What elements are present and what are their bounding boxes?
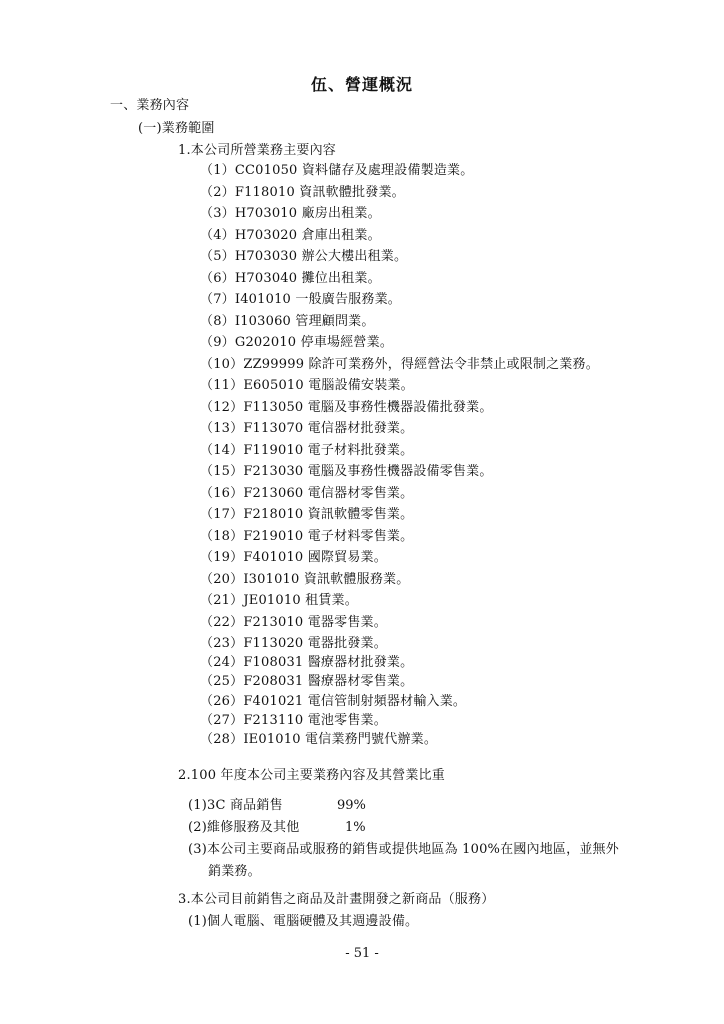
business-item: （10）ZZ99999 除許可業務外，得經營法令非禁止或限制之業務。 [200, 356, 599, 372]
business-item: （20）I301010 資訊軟體服務業。 [200, 571, 410, 587]
business-item: （12）F113050 電腦及事務性機器設備批發業。 [200, 399, 493, 415]
business-item: （21）JE01010 租賃業。 [200, 593, 358, 608]
business-item: （17）F218010 資訊軟體零售業。 [200, 507, 414, 522]
business-item: （19）F401010 國際貿易業。 [200, 550, 387, 565]
item2-note: (3)本公司主要商品或服務的銷售或提供地區為 100%在國內地區，並無外 [188, 842, 619, 857]
business-item: （6）H703040 攤位出租業。 [200, 270, 381, 286]
business-item: （15）F213030 電腦及事務性機器設備零售業。 [200, 464, 493, 479]
item2-note-cont: 銷業務。 [208, 864, 261, 879]
business-item: （14）F119010 電子材料批發業。 [200, 442, 414, 458]
business-item: （16）F213060 電信器材零售業。 [200, 485, 414, 501]
page-number: - 51 - [345, 946, 379, 961]
section-heading: 一、業務內容 [110, 98, 190, 113]
business-item: （24）F108031 醫療器材批發業。 [200, 655, 414, 671]
revenue-item-pct: 1% [345, 820, 366, 835]
business-item: （18）F219010 電子材料零售業。 [200, 528, 414, 544]
business-item: （23）F113020 電器批發業。 [200, 636, 387, 651]
business-item: （25）F208031 醫療器材零售業。 [200, 674, 414, 690]
business-item: （22）F213010 電器零售業。 [200, 614, 387, 630]
business-item: （3）H703010 廠房出租業。 [200, 206, 381, 221]
business-item: （1）CC01050 資料儲存及處理設備製造業。 [200, 163, 474, 178]
business-item: （4）H703020 倉庫出租業。 [200, 227, 381, 243]
business-item: （7）I401010 一般廣告服務業。 [200, 292, 401, 307]
business-item: （8）I103060 管理顧問業。 [200, 313, 375, 329]
business-item: （11）E605010 電腦設備安裝業。 [200, 378, 414, 393]
revenue-item-label: (2)維修服務及其他 [188, 820, 300, 835]
business-item: （28）IE01010 電信業務門號代辦業。 [200, 732, 438, 747]
revenue-item-pct: 99% [337, 798, 366, 813]
business-item: （26）F401021 電信管制射頻器材輸入業。 [200, 693, 467, 709]
item1-heading: 1.本公司所營業務主要內容 [178, 143, 337, 158]
item2-heading: 2.100 年度本公司主要業務內容及其營業比重 [178, 768, 445, 783]
page-title: 伍、營運概況 [310, 75, 413, 94]
item3-sub: (1)個人電腦、電腦硬體及其週邊設備。 [188, 914, 419, 929]
business-item: （27）F213110 電池零售業。 [200, 712, 387, 728]
item3-heading: 3.本公司目前銷售之商品及計畫開發之新商品（服務） [178, 892, 495, 907]
business-item: （2）F118010 資訊軟體批發業。 [200, 184, 405, 200]
subsection-heading: (一)業務範圍 [138, 121, 215, 136]
revenue-item-label: (1)3C 商品銷售 [188, 798, 283, 813]
business-item: （13）F113070 電信器材批發業。 [200, 421, 414, 436]
business-item: （9）G202010 停車場經營業。 [200, 335, 394, 350]
business-item: （5）H703030 辦公大樓出租業。 [200, 249, 408, 264]
